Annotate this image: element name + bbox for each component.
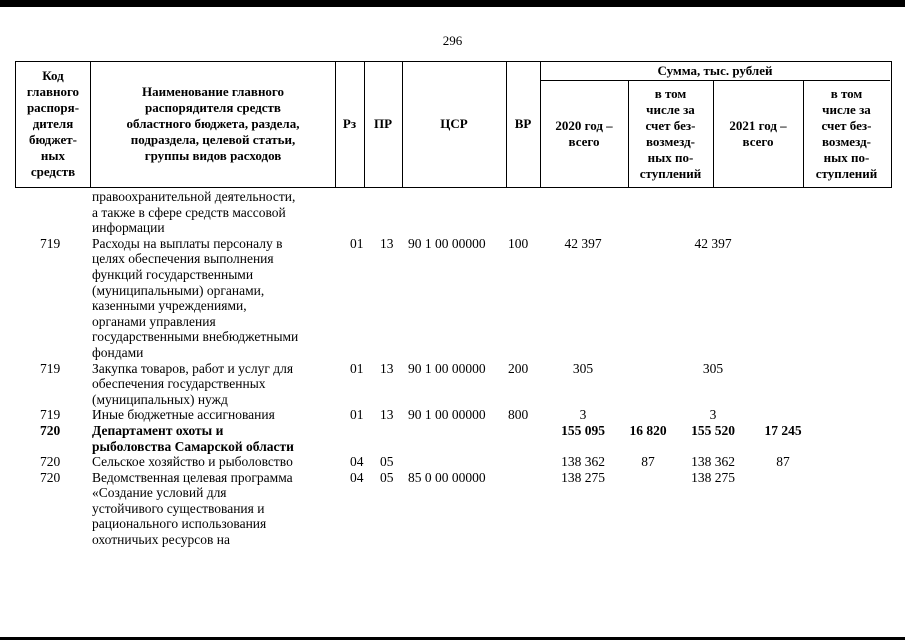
header-code: Код главного распоря- дителя бюджет- ных средств: [26, 68, 80, 179]
row-sum-2021-free: [753, 407, 813, 423]
header-2020-free: в том числе за счет без- возмезд- ных по- ступлений: [639, 85, 702, 181]
header-vr: ВР: [514, 116, 532, 131]
table-row: [20, 361, 890, 408]
top-border: [0, 0, 905, 7]
table-row: [20, 454, 890, 470]
row-sum-2021: 42 397: [694, 235, 732, 251]
row-csr: 90 1 00 00000: [408, 407, 486, 423]
row-sum-2020-free: 16 820: [629, 422, 667, 438]
row-rz: 04: [350, 469, 364, 485]
row-csr: 85 0 00 00000: [408, 469, 486, 485]
header-2021-total: 2021 год – всего: [729, 117, 787, 149]
row-vr: 200: [508, 360, 529, 376]
row-pr: 05: [380, 469, 394, 485]
row-sum-2021: [673, 189, 753, 236]
row-sum-2020-free: 87: [641, 454, 655, 470]
row-sum-2021: 305: [702, 360, 724, 376]
row-vr: 800: [508, 407, 529, 423]
row-name: правоохранительной деятельности, а также в сфере средств массовой информации: [92, 189, 296, 236]
table-row: [20, 423, 890, 454]
row-csr: [408, 423, 508, 454]
row-pr: 13: [380, 235, 394, 251]
row-code: 719: [40, 235, 61, 251]
row-sum-2021-free: 87: [776, 454, 790, 470]
row-rz: [350, 189, 380, 236]
row-pr: [380, 189, 408, 236]
row-sum-2021: 3: [709, 407, 717, 423]
row-code: [20, 189, 92, 236]
row-rz: [350, 423, 380, 454]
table-row: [20, 407, 890, 423]
table-body: [20, 189, 890, 548]
row-csr: 90 1 00 00000: [408, 235, 486, 251]
row-sum-2021: 155 520: [691, 422, 735, 438]
table-row: [20, 189, 890, 236]
row-name: Иные бюджетные ассигнования: [92, 407, 275, 423]
row-name: Ведомственная целевая программа «Создание условий для устойчивого существования и рационального использования охотничьих ресурсов на: [92, 469, 293, 548]
row-pr: 13: [380, 360, 394, 376]
table-row: [20, 236, 890, 361]
row-rz: 01: [350, 407, 364, 423]
row-vr: [508, 454, 543, 470]
row-sum-2020: 3: [579, 407, 587, 423]
row-sum-2020: 138 362: [561, 454, 605, 470]
row-sum-2020: 138 275: [561, 469, 605, 485]
row-sum-2020: 305: [572, 360, 594, 376]
header-csr: ЦСР: [440, 116, 468, 131]
header-sum-group: Сумма, тыс. рублей: [657, 63, 773, 78]
row-csr: 90 1 00 00000: [408, 360, 486, 376]
row-name: Расходы на выплаты персоналу в целях обеспечения выполнения функций государственными (муниципальными) органами, казенными учреждениями, органами управления государственными внебюджетными фондами: [92, 235, 299, 360]
row-sum-2021: 138 275: [691, 469, 735, 485]
row-pr: 13: [380, 407, 394, 423]
row-sum-2020-free: [623, 470, 673, 548]
row-rz: 01: [350, 235, 364, 251]
row-vr: [508, 470, 543, 548]
table-row: [20, 470, 890, 548]
row-vr: [508, 189, 543, 236]
row-sum-2021-free: [753, 361, 813, 408]
row-sum-2020-free: [623, 236, 673, 361]
row-code: 719: [40, 360, 61, 376]
row-vr: [508, 423, 543, 454]
row-csr: [408, 189, 508, 236]
header-pr: ПР: [373, 116, 393, 131]
header-2021-free: в том числе за счет без- возмезд- ных по- ступлений: [815, 85, 878, 181]
row-sum-2021: 138 362: [691, 454, 735, 470]
row-pr: [380, 423, 408, 454]
row-name: Департамент охоты и рыболовства Самарской области: [92, 422, 294, 454]
row-sum-2021-free: [753, 189, 813, 236]
row-code: 720: [40, 422, 61, 438]
row-sum-2021-free: [753, 236, 813, 361]
header-rz: Рз: [342, 116, 357, 131]
row-sum-2020: 155 095: [561, 422, 605, 438]
row-sum-2020: 42 397: [564, 235, 602, 251]
row-code: 720: [40, 454, 61, 470]
row-sum-2020-free: [623, 361, 673, 408]
row-sum-2021-free: 17 245: [764, 422, 802, 438]
row-pr: 05: [380, 454, 394, 470]
row-sum-2020-free: [623, 407, 673, 423]
row-sum-2020: [543, 189, 623, 236]
row-code: 720: [40, 469, 61, 485]
row-rz: 01: [350, 360, 364, 376]
row-name: Сельское хозяйство и рыболовство: [92, 454, 293, 470]
row-rz: 04: [350, 454, 364, 470]
header-2020-total: 2020 год – всего: [555, 117, 613, 149]
row-csr: [408, 454, 508, 470]
row-code: 719: [40, 407, 61, 423]
row-sum-2020-free: [623, 189, 673, 236]
row-name: Закупка товаров, работ и услуг для обеспечения государственных (муниципальных) нужд: [92, 360, 294, 407]
header-name: Наименование главного распорядителя средств областного бюджета, раздела, подраздела, целевой статьи, группы видов расходов: [126, 84, 300, 163]
page-number: 296: [442, 33, 463, 48]
row-sum-2021-free: [753, 470, 813, 548]
row-vr: 100: [508, 235, 529, 251]
